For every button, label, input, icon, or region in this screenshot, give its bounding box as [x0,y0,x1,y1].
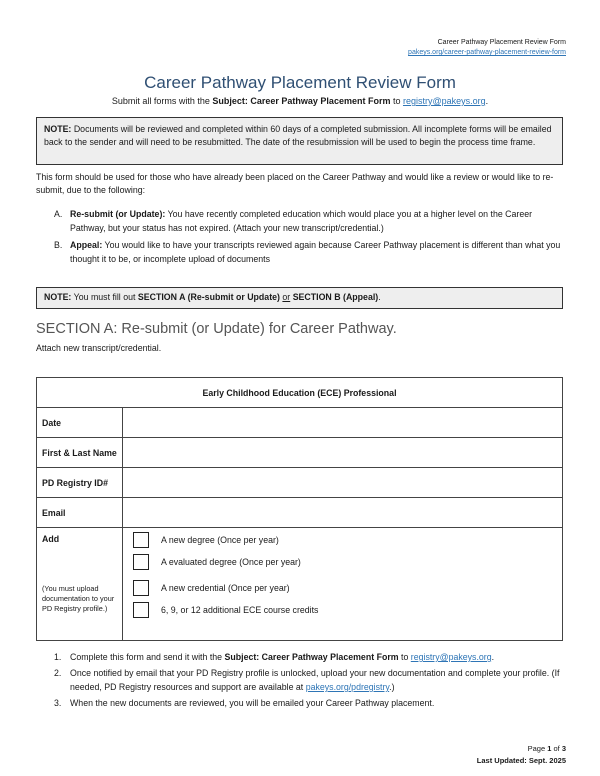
step-2: 2. Once notified by email that your PD Registry profile is unlocked, upload your new documentation and complete your profile. (If needed, PD Registry resources and support are available at pakeys.org/pdregistry.) [54,668,560,692]
header-url-link[interactable]: pakeys.org/career-pathway-placement-review-form [408,49,566,56]
last-updated: Last Updated: Sept. 2025 [476,756,566,765]
date-field[interactable] [123,408,563,438]
add-options-cell: A new degree (Once per year) A evaluated degree (Once per year) A new credential (Once per year) 6, 9, or 12 additional ECE course credits [123,528,563,641]
page-footer [477,743,566,767]
name-label: First & Last Name [37,438,123,468]
form-header: Early Childhood Education (ECE) Professional [37,378,563,408]
reason-appeal: B. Appeal: You would like to have your transcripts reviewed again because Career Pathway placement is different than what you thought it to be, or incomplete upload of documents [54,240,561,264]
evaluated-degree-checkbox[interactable] [133,554,149,570]
new-degree-checkbox[interactable] [133,532,149,548]
registry-email-link[interactable]: registry@pakeys.org [402,96,486,106]
note-label: NOTE: [44,124,72,134]
new-credential-checkbox[interactable] [133,580,149,596]
attach-instruction: Attach new transcript/credential. [36,343,162,353]
submission-instructions: Submit all forms with the Subject: Career Pathway Placement Form to registry@pakeys.org. [111,96,489,106]
course-credits-checkbox[interactable] [133,602,149,618]
step-1: 1. Complete this form and send it with the Subject: Career Pathway Placement Form to registry@pakeys.org. [54,652,495,662]
step-1-email-link[interactable]: registry@pakeys.org [410,652,492,662]
page-number: Page 1 of 3 [527,744,566,753]
processing-note: NOTE: Documents will be reviewed and completed within 60 days of a completed submission. All incomplete forms will be emailed back to the sender and will need to be resubmitted. The date of the resubmission will be used to begin the process time frame. [36,117,563,165]
subject-line: Subject: Career Pathway Placement Form [212,96,391,106]
intro-paragraph: This form should be used for those who have already been placed on the Career Pathway and would like a review or would like to re-submit, due to the following: [36,172,554,195]
reason-resubmit: A. Re-submit (or Update): You have recently completed education which would place you at a higher level on the Career Pathway, but your status has not expired. (Attach your new transcript/credential.) [54,209,533,233]
add-label: Add [42,534,60,544]
upload-note: (You must upload documentation to your PD Registry profile.) [42,584,115,613]
name-field[interactable] [123,438,563,468]
email-field[interactable] [123,498,563,528]
header-doc-name: Career Pathway Placement Review Form [437,39,566,46]
registry-id-label: PD Registry ID# [37,468,123,498]
pd-registry-link[interactable]: pakeys.org/pdregistry [305,682,390,692]
add-cell [37,528,123,641]
ece-professional-form [36,377,563,641]
section-choice-note: NOTE: You must fill out SECTION A (Re-submit or Update) or SECTION B (Appeal). [36,287,563,309]
page-title: Career Pathway Placement Review Form [144,73,456,92]
step-3: 3. When the new documents are reviewed, you will be emailed your Career Pathway placement. [54,698,435,708]
date-label: Date [37,408,123,438]
section-a-heading: SECTION A: Re-submit (or Update) for Career Pathway. [36,321,397,337]
email-label: Email [37,498,123,528]
registry-id-field[interactable] [123,468,563,498]
page-header [408,38,566,58]
